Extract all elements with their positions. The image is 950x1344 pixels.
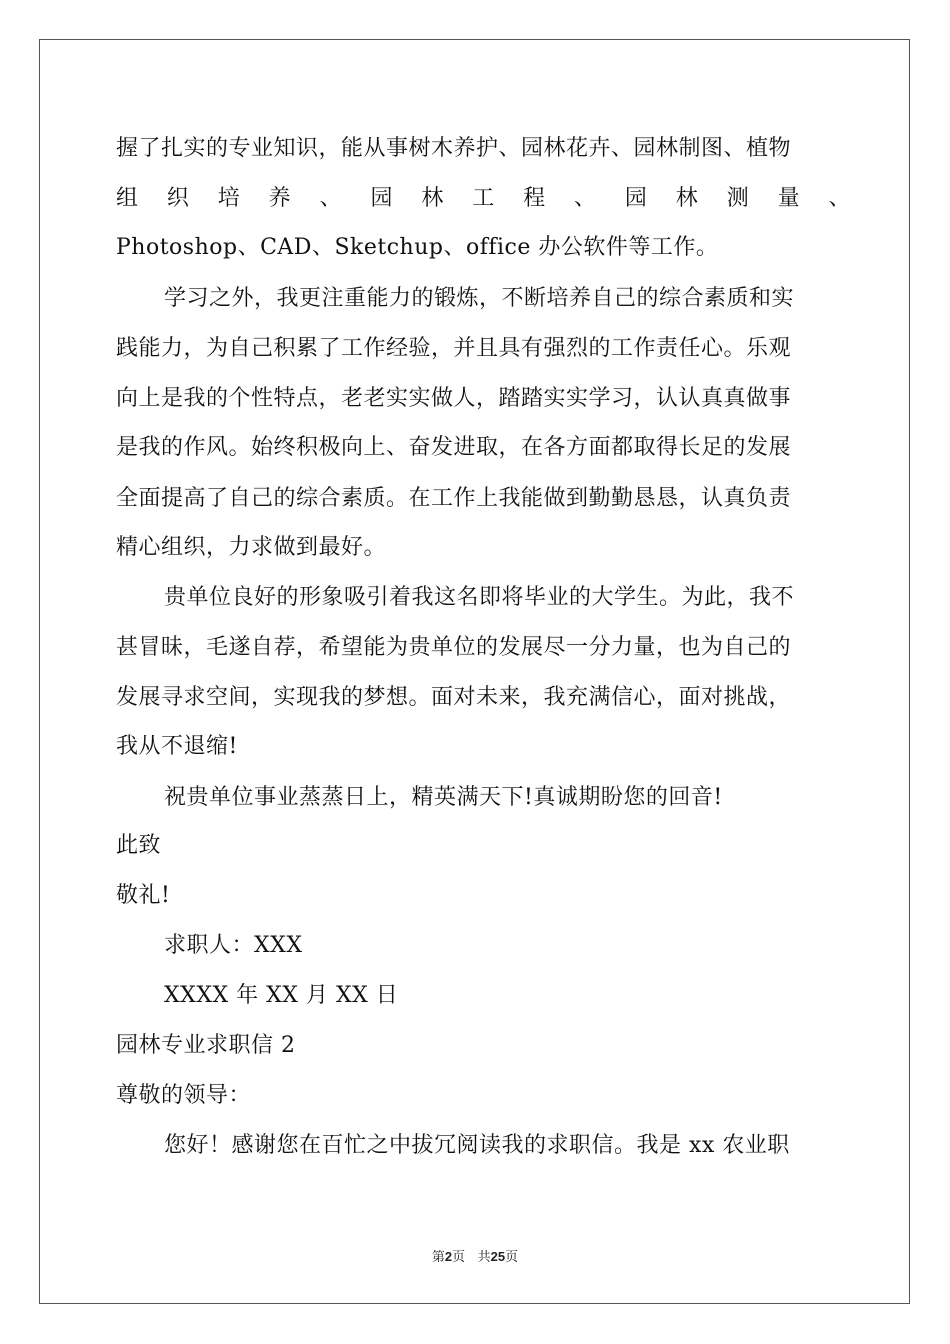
text-line: 全面提高了自己的综合素质。在工作上我能做到勤勤恳恳，认真负责 — [116, 486, 792, 511]
footer-total-unit: 页 — [505, 1250, 519, 1265]
text-line: 是我的作风。始终积极向上、奋发进取，在各方面都取得长足的发展 — [116, 435, 792, 460]
char: 组 — [116, 186, 139, 211]
char: 、 — [574, 186, 597, 211]
paragraph-start: 贵单位良好的形象吸引着我这名即将毕业的大学生。为此，我不 — [164, 585, 795, 610]
page-total: 25 — [490, 1249, 506, 1264]
footer-total-prefix: 共 — [477, 1250, 491, 1265]
text-line: Photoshop、CAD、Sketchup、office 办公软件等工作。 — [116, 235, 719, 260]
char: 工 — [472, 186, 495, 211]
page-frame — [39, 39, 910, 1304]
footer-prefix: 第 — [431, 1250, 445, 1265]
closing-salutation: 此致 — [116, 833, 162, 858]
page-footer — [0, 1248, 950, 1267]
text-line-justified — [116, 184, 851, 214]
closing-salutation: 敬礼! — [116, 883, 171, 908]
text-line: 握了扎实的专业知识，能从事树木养护、园林花卉、园林制图、植物 — [116, 136, 792, 161]
signature-date: XXXX 年 XX 月 XX 日 — [164, 983, 399, 1008]
char: 织 — [166, 186, 190, 211]
text-line: 精心组织，力求做到最好。 — [116, 535, 387, 560]
text-line: 践能力，为自己积累了工作经验，并且具有强烈的工作责任心。乐观 — [116, 336, 792, 361]
char: 林 — [675, 186, 699, 211]
page-number: 2 — [444, 1249, 453, 1264]
text-line: 向上是我的个性特点，老老实实做人，踏踏实实学习，认认真真做事 — [116, 386, 792, 411]
char: 培 — [217, 186, 241, 211]
text-line: 发展寻求空间，实现我的梦想。面对未来，我充满信心，面对挑战， — [116, 685, 792, 710]
char: 园 — [624, 186, 648, 211]
footer-page-unit: 页 — [452, 1250, 466, 1265]
section-title: 园林专业求职信 2 — [116, 1033, 296, 1058]
greeting: 尊敬的领导： — [116, 1083, 252, 1108]
char: 量 — [777, 186, 801, 211]
char: 、 — [319, 186, 343, 211]
char: 、 — [828, 186, 851, 211]
char: 养 — [268, 186, 292, 211]
paragraph-start: 您好！感谢您在百忙之中拔冗阅读我的求职信。我是 xx 农业职 — [164, 1133, 790, 1158]
char: 程 — [523, 186, 546, 211]
char: 测 — [726, 186, 750, 211]
char: 园 — [370, 186, 393, 211]
paragraph-start: 祝贵单位事业蒸蒸日上，精英满天下!真诚期盼您的回音! — [164, 785, 723, 810]
char: 林 — [421, 186, 444, 211]
text-line: 甚冒昧，毛遂自荐，希望能为贵单位的发展尽一分力量，也为自己的 — [116, 635, 792, 660]
signature-name: 求职人：XXX — [164, 933, 303, 958]
paragraph-start: 学习之外，我更注重能力的锻炼，不断培养自己的综合素质和实 — [164, 286, 795, 311]
text-line: 我从不退缩! — [116, 734, 238, 759]
